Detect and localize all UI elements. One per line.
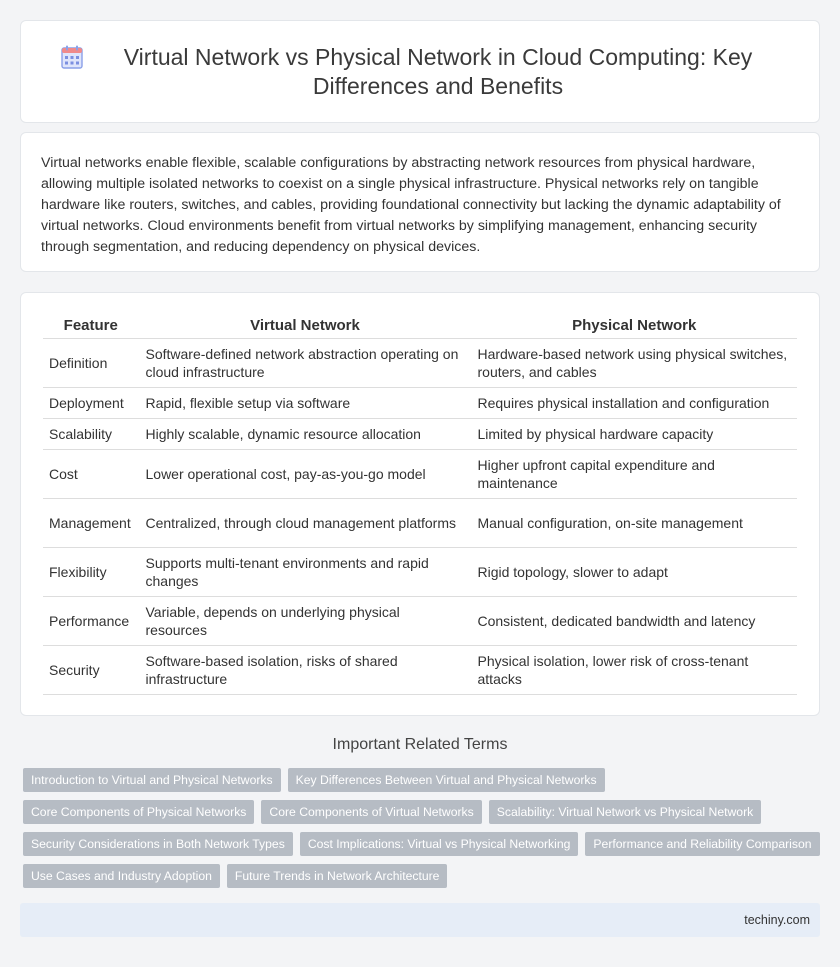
related-term-tag[interactable]: Future Trends in Network Architecture — [227, 864, 448, 888]
table-row — [43, 499, 797, 548]
intro-paragraph: Virtual networks enable flexible, scalable configurations by abstracting network resources from physical hardware, allowing multiple isolated networks to coexist on a single physical infrastructure. Physical networks rely on tangible hardware like routers, switches, and cables, providing foundational connectivity but lacking the dynamic adaptability of virtual networks. Cloud environments benefit from virtual networks by simplifying management, enhancing security through segmentation, and reducing dependency on physical devices. — [41, 155, 781, 255]
virtual-cell: Centralized, through cloud management platforms — [139, 499, 471, 548]
header-physical-network: Physical Network — [471, 311, 797, 339]
related-term-tag[interactable]: Key Differences Between Virtual and Physical Networks — [288, 768, 605, 792]
virtual-cell: Software-defined network abstraction operating on cloud infrastructure — [139, 339, 471, 388]
calendar-icon — [61, 45, 83, 69]
table-row — [43, 646, 797, 695]
comparison-table-card — [20, 292, 820, 716]
related-term-tag[interactable]: Use Cases and Industry Adoption — [23, 864, 220, 888]
physical-cell: Physical isolation, lower risk of cross-tenant attacks — [471, 646, 797, 695]
table-row — [43, 339, 797, 388]
feature-cell: Deployment — [43, 388, 139, 419]
page-title: Virtual Network vs Physical Network in Cloud Computing: Key Differences and Benefits — [123, 43, 753, 99]
intro-card — [20, 132, 820, 272]
table-header-row — [43, 311, 797, 339]
header-card — [20, 20, 820, 123]
virtual-cell: Rapid, flexible setup via software — [139, 388, 471, 419]
header-feature: Feature — [43, 311, 139, 339]
related-term-tag[interactable]: Cost Implications: Virtual vs Physical Networking — [300, 832, 579, 856]
feature-cell: Cost — [43, 450, 139, 499]
virtual-cell: Lower operational cost, pay-as-you-go model — [139, 450, 471, 499]
feature-cell: Definition — [43, 339, 139, 388]
related-term-tag[interactable]: Core Components of Physical Networks — [23, 800, 254, 824]
virtual-cell: Highly scalable, dynamic resource allocation — [139, 419, 471, 450]
related-terms-title: Important Related Terms — [332, 736, 508, 753]
table-row — [43, 548, 797, 597]
feature-cell: Scalability — [43, 419, 139, 450]
table-row — [43, 450, 797, 499]
table-row — [43, 597, 797, 646]
related-term-tag[interactable]: Core Components of Virtual Networks — [261, 800, 481, 824]
header-virtual-network: Virtual Network — [139, 311, 471, 339]
table-row — [43, 388, 797, 419]
virtual-cell: Variable, depends on underlying physical resources — [139, 597, 471, 646]
related-term-tag[interactable]: Performance and Reliability Comparison — [585, 832, 819, 856]
physical-cell: Manual configuration, on-site management — [471, 499, 797, 548]
virtual-cell: Supports multi-tenant environments and rapid changes — [139, 548, 471, 597]
table-row — [43, 419, 797, 450]
related-terms-tags — [23, 768, 823, 888]
physical-cell: Hardware-based network using physical switches, routers, and cables — [471, 339, 797, 388]
feature-cell: Flexibility — [43, 548, 139, 597]
feature-cell: Security — [43, 646, 139, 695]
physical-cell: Consistent, dedicated bandwidth and latency — [471, 597, 797, 646]
footer-site-link[interactable]: techiny.com — [744, 913, 810, 927]
physical-cell: Limited by physical hardware capacity — [471, 419, 797, 450]
comparison-table — [43, 311, 797, 695]
physical-cell: Requires physical installation and configuration — [471, 388, 797, 419]
related-term-tag[interactable]: Introduction to Virtual and Physical Networks — [23, 768, 281, 792]
related-term-tag[interactable]: Scalability: Virtual Network vs Physical Network — [489, 800, 761, 824]
footer-bar — [20, 903, 820, 937]
feature-cell: Management — [43, 499, 139, 548]
related-term-tag[interactable]: Security Considerations in Both Network Types — [23, 832, 293, 856]
physical-cell: Higher upfront capital expenditure and maintenance — [471, 450, 797, 499]
feature-cell: Performance — [43, 597, 139, 646]
virtual-cell: Software-based isolation, risks of shared infrastructure — [139, 646, 471, 695]
physical-cell: Rigid topology, slower to adapt — [471, 548, 797, 597]
